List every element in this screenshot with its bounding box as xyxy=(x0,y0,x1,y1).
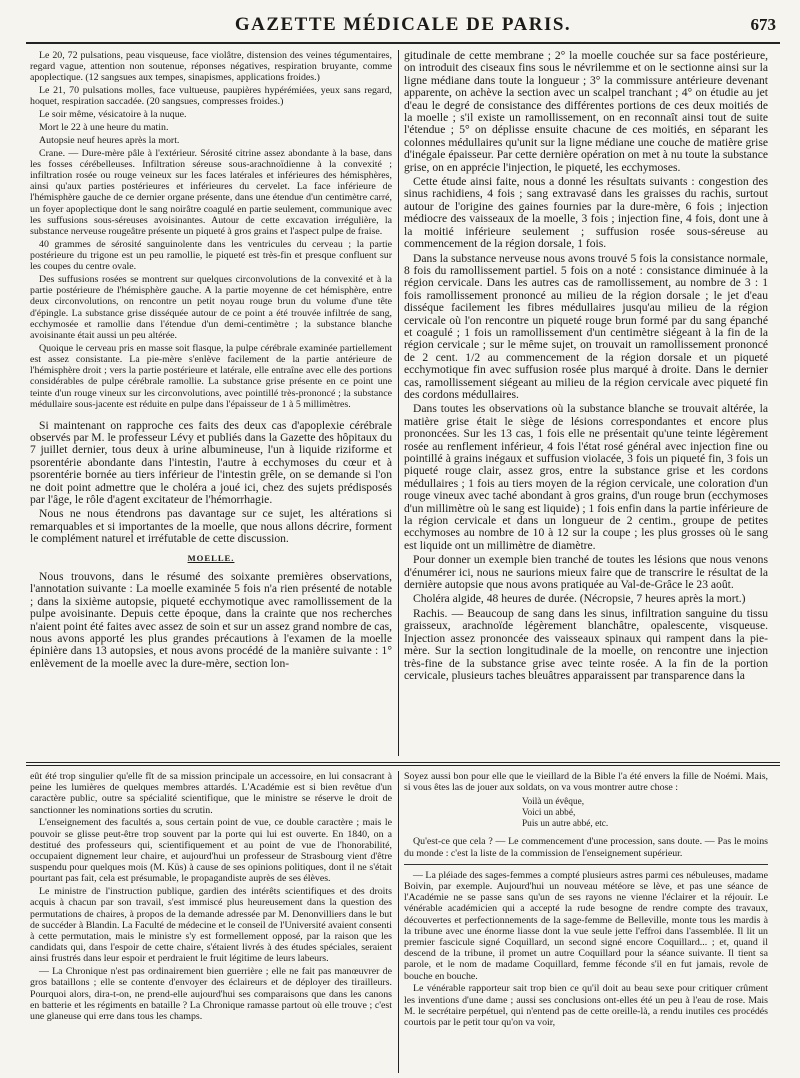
section-separator xyxy=(404,864,768,865)
paragraph: L'enseignement des facultés a, sous certain point de vue, ce double caractère ; mais le pouvoir se glisse peut-être trop souvent par la porte qui lui est ouverte. En 1840, on a destitué des professeurs qui, scientifiquement et au point de vue de l'honorabilité, occupaient dignement leur chaire, et aujourd'hui un professeur de Strasbourg vient d'être suspendu pour quelques mois (M. Küs) à cause de ses opinions politiques, dont il ne s'était pourtant pas fait, cela est présumable, le propagandiste auprès de ses élèves. xyxy=(30,817,392,885)
paragraph: gitudinale de cette membrane ; 2° la moelle couchée sur sa face postérieure, on introduit des ciseaux fins sous le névrilemme et on le sectionne ainsi sur la ligne médiane dans toute la longueur ; 3° la commissure antérieure devenant apparente, on achève la section avec un scalpel tranchant ; 4° on étudie au jet d'eau le degré de consistance des différentes portions de ces deux moitiés de la moelle ; s'il existe un ramollissement, on en reconnaît ainsi tout de suite l'étendue ; 5° on déplisse ensuite chacune de ces moitiés, en séparant les colonnes médullaires qu'unit sur la ligne médiane une couche de matière grise d'inégale épaisseur. Par cette dernière opération on met à nu toute la substance grise, on en apprécie l'injection, le piqueté, les ecchymoses. xyxy=(404,50,768,174)
column-divider xyxy=(398,50,399,756)
paragraph: Autopsie neuf heures après la mort. xyxy=(39,134,180,146)
paragraph: eût été trop singulier qu'elle fît de sa mission principale un accessoire, en lui consacrant à peine les lumières de quelques membres attardés. L'Académie est si bien revêtue d'un caractère public, outre sa spécialité scientifique, que le ministre se réserve le droit de sanctionner les nominations sorties du scrutin. xyxy=(30,771,392,816)
paragraph: — La pléiade des sages-femmes a compté plusieurs astres parmi ces nébuleuses, madame Boivin, par exemple. Aujourd'hui un nouveau météore se lève, et pas une séance de l'Académie ne se passe sans qu'un de ses rayons ne vienne l'éclairer et la réjouir. Le vénérable académicien qui a accepté la rude besogne de rendre compte des travaux, découvertes et perfectionnements de la sage-femme de Belleville, monte tous les mardis à la tribune avec une énorme liasse dont la vue seule jette l'effroi dans l'assemblée. Il lit un premier fascicule signé Coquillard, un second signé encore Coquillard... ; et, quand il descend de la tribune, il promet un autre Coquillard pour la séance suivante. Il tient sa parole, et le nom de madame Coquillard, femme féconde s'il en fut jamais, revole de bouche en bouche. xyxy=(404,869,768,982)
paragraph: Qu'est-ce que cela ? — Le commencement d'une procession, sans doute. — Pas le moins du monde : c'est la liste de la commission de l'enseignement supérieur. xyxy=(404,836,768,859)
column-divider-lower xyxy=(398,771,399,1073)
section-heading: MOELLE. xyxy=(187,552,235,563)
paragraph: Soyez aussi bon pour elle que le vieillard de la Bible l'a été envers la fille de Noémi. Mais, si vous êtes las de jouer aux soldats, on va vous montrer autre chose : xyxy=(404,771,768,794)
paragraph: Le ministre de l'instruction publique, gardien des intérêts scientifiques et des droits acquis à chacun par son travail, s'est immiscé plus heureusement dans la question des permutations de chaires, à propos de la demande adressée par M. Denonvilliers dans le but de succéder à Blandin. La Faculté de médecine et le conseil de l'Université avaient consenti à cette permutation, mais le ministre s'y est formellement opposé, par la raison que les candidats qui, dans l'espoir de cette chaire, s'étaient livrés à des études spéciales, seraient ainsi frustrés dans leur espoir et perdraient le fruit légitime de leurs labeurs. xyxy=(30,886,392,965)
page-header xyxy=(26,12,780,38)
paragraph: Choléra algide, 48 heures de durée. (Nécropsie, 7 heures après la mort.) xyxy=(413,592,746,606)
paragraph: Dans la substance nerveuse nous avons trouvé 5 fois la consistance normale, 8 fois du ramollissement partiel. 5 fois on a noté : consistance diminuée à la région cervicale. Dans les autres cas de ramollissement, au nombre de 3 : 1 fois ramollissement prononcé au milieu de la région dorsale ; le jet d'eau disséque facilement les fibres médullaires jusqu'au milieu de la région cervicale où l'on rencontre un piqueté rouge brun formé par du sang épanché et coagulé ; 1 fois un ramollissement d'un centimètre siégeant à la fin de la région cervicale ; sur le même sujet, on trouvait un ramollissement prononcé de 2 cent. 1/2 au commencement de la région dorsale et un piqueté ecchymotique fin avec suffusion rosée plus marqué à droite. Dans le dernier cas, ramollissement siégeant au milieu de la région cervicale avec piqueté fin des cordons médullaires. xyxy=(404,251,768,401)
paragraph: Dans toutes les observations où la substance blanche se trouvait altérée, la matière grise était le siège de lésions correspondantes et encore plus prononcées. Sur les 13 cas, 1 fois elle ne présentait qu'une teinte légèrement rosée au renflement inférieur, 4 fois l'état rosé général avec injection fine ou pointillé à grains inégaux et suffusion violacée, 3 fois un piqueté fin, 3 fois un piqueté rouge clair, assez gros, entre la substance grise et les cordons médullaires ; 1 fois au tiers moyen de la région cervicale, une coloration d'un rouge vineux avec taché abondant à gros grains, d'un rouge brun (ecchymoses d'un millimètre où le sang est liquide) ; 1 fois enfin dans la partie inférieure de la région cervicale et dans un longueur de 2 centim., groupe de petites ecchymoses au nombre de 10 à 12 sur la coupe ; les plus grosses où le sang est liquide ont un millimètre de diamètre. xyxy=(404,402,768,552)
lower-left-column xyxy=(30,771,392,1075)
paragraph: — La Chronique n'est pas ordinairement bien guerrière ; elle ne fait pas manœuvrer de gros bataillons ; elle se contente d'envoyer des éclaireurs et de déployer des tirailleurs. Pourquoi alors, dira-t-on, ne prend-elle aujourd'hui ses comparaisons que dans les canons en batterie et les régiments en bataille ? La Chronique ramasse partout où elle trouve ; c'est une glaneuse qui erre dans tous les champs. xyxy=(30,966,392,1023)
verse-line: Puis un autre abbé, etc. xyxy=(522,819,609,830)
paragraph: Des suffusions rosées se montrent sur quelques circonvolutions de la convexité et à la partie postérieure de l'hémisphère gauche. A la partie moyenne de cet hémisphère, entre deux circonvolutions, on rencontre un petit noyau rouge brun du volume d'une tête d'épingle. La substance grise disséquée autour de ce point a été trouvée infiltrée de sang, ecchymosée et ramollie dans l'étendue d'un demi-centimètre ; la substance blanche avoisinante était aussi un peu altérée. xyxy=(30,274,392,342)
paragraph: Pour donner un exemple bien tranché de toutes les lésions que nous venons d'énumérer ici, nous ne saurions mieux faire que de transcrire le résultat de la dernière autopsie que nous avons pratiquée au Val-de-Grâce le 23 août. xyxy=(404,553,768,592)
header-rule xyxy=(26,42,780,44)
feuilleton-rule-2 xyxy=(26,765,780,766)
verse-line: Voici un abbé, xyxy=(522,808,576,819)
paragraph: 40 grammes de sérosité sanguinolente dans les ventricules du cerveau ; la partie postérieure du trigone est un peu ramollie, le piqueté est très-fin et presque confluent sur les coupes du centre ovale. xyxy=(30,238,392,273)
upper-right-column xyxy=(404,50,768,755)
paragraph: Le 20, 72 pulsations, peau visqueuse, face violâtre, distension des veines tégumentaires, regard vague, attention non soutenue, réponses négatives, respiration bruyante, comme apoplectique. (12 sangsues aux tempes, sinapismes, applications froides.) xyxy=(30,50,392,84)
observation-text xyxy=(30,50,392,410)
upper-left-column xyxy=(30,50,392,755)
paragraph: Nous trouvons, dans le résumé des soixante premières observations, l'annotation suivante : La moelle examinée 5 fois n'a rien présenté de notable ; dans la sixième autopsie, piqueté ecchymotique avec ramollissement de la pulpe avoisinante. Depuis cette époque, dans la crainte que nos recherches n'aient point été faites avec assez de soin et sur un assez grand nombre de cas, nous avons apporté les plus grandes précautions à l'examen de la moelle épinière dans 13 autopsies, et nous avons procédé de la manière suivante : 1° enlèvement de la moelle avec la dure-mère, section lon- xyxy=(30,569,392,670)
feuilleton-rule xyxy=(26,762,780,763)
verse-line: Voilà un évêque, xyxy=(522,797,585,808)
paragraph: Quoique le cerveau pris en masse soit flasque, la pulpe cérébrale examinée partiellement est assez consistante. La pie-mère s'enlève facilement de la partie antérieure de l'hémisphère droit ; vers la partie postérieure et latérale, elle entraîne avec elle des portions considérables de pulpe cérébrale ramollie. La substance grise présente en ce point une teinte d'un rouge vineux sur les circonvolutions, avec pointillé très-prononcé ; la substance médullaire sous-jacente est réduite en pulpe dans l'épaisseur de 1 à 5 millimètres. xyxy=(30,342,392,410)
paragraph: Rachis. — Beaucoup de sang dans les sinus, infiltration sanguine du tissu graisseux, arachnoïde légèrement blanchâtre, opalescente, visqueuse. Injection assez prononcée des vaisseaux spinaux qui rampent dans la pie-mère. Sur la section longitudinale de la moelle, on rencontre une injection très-fine de la substance grise avec teinte rosée. A la fin de la portion cervicale, plusieurs taches bleuâtres apparaissent par transparence dans la xyxy=(404,606,768,682)
verse-quote xyxy=(522,797,768,830)
paragraph: Le soir même, vésicatoire à la nuque. xyxy=(39,109,187,121)
paragraph: Crane. — Dure-mère pâle à l'extérieur. Sérosité citrine assez abondante à la base, dans les fosses cérébelleuses. Infiltration séreuse sous-arachnoïdienne à la convexité ; infiltration rosée ou rouge veineux sur les faces latérales et inférieures des hémisphères, ainsi qu'aux parties postérieures et inférieures du cervelet. La face inférieure de l'hémisphère gauche de ce dernier organe présente, dans une étendue d'un centimètre carré, un foyer apoplectique dont le sang noirâtre coagulé en partie seulement, communique avec les suffusions sous-séreuses avoisinantes. Autour de cette excavation irrégulière, la substance nerveuse rougeâtre présente un piqueté à gros grains et l'aspect pulpe de fraise. xyxy=(30,147,392,238)
paragraph: Si maintenant on rapproche ces faits des deux cas d'apoplexie cérébrale observés par M. le professeur Lévy et publiés dans la Gazette des hôpitaux du 7 juillet dernier, tous deux à urine albumineuse, l'un à liquide riziforme et psorentérie abondante dans l'intestin, l'autre à ecchymoses du cœur et à psorentérie bornée au tiers inférieur de l'intestin grêle, on se demande si l'on ne doit point admettre que le choléra a joué ici, chez des sujets prédisposés par l'âge, le rôle d'agent excitateur de l'hémorrhagie. xyxy=(30,418,392,507)
paragraph: Le 21, 70 pulsations molles, face vultueuse, paupières hypérémiées, yeux sans regard, hoquet, respiration saccadée. (20 sangsues, compresses froides.) xyxy=(30,85,392,108)
paragraph: Le vénérable rapporteur sait trop bien ce qu'il doit au beau sexe pour critiquer crûment les inventions d'une dame ; aussi ses conclusions ont-elles été un peu à l'eau de rose. Mais M. le secrétaire perpétuel, qui n'entend pas de cette oreille-là, a rendu inutiles ces procédés courtois par le petit tour qu'on va voir, xyxy=(404,983,768,1029)
journal-title: GAZETTE MÉDICALE DE PARIS. xyxy=(234,14,572,35)
lower-right-column xyxy=(404,771,768,1075)
page-number: 673 xyxy=(750,15,776,34)
paragraph: Nous ne nous étendrons pas davantage sur ce sujet, les altérations si remarquables et si importantes de la moelle, que nous allons décrire, forment le complément naturel et irréfutable de cette discussion. xyxy=(30,507,392,546)
paragraph: Cette étude ainsi faite, nous a donné les résultats suivants : congestion des sinus rachidiens, 4 fois ; sang extravasé dans les graisses du rachis, surtout autour de l'origine des gaines fournies par la dure-mère, 6 fois ; injection médiocre des vaisseaux de la moelle, 3 fois ; injection fine, 4 fois, dont une à la moitié inférieure seulement ; suffusion rosée sous-séreuse au commencement de la région dorsale, 1 fois. xyxy=(404,175,768,251)
paragraph: Mort le 22 à une heure du matin. xyxy=(39,122,169,133)
